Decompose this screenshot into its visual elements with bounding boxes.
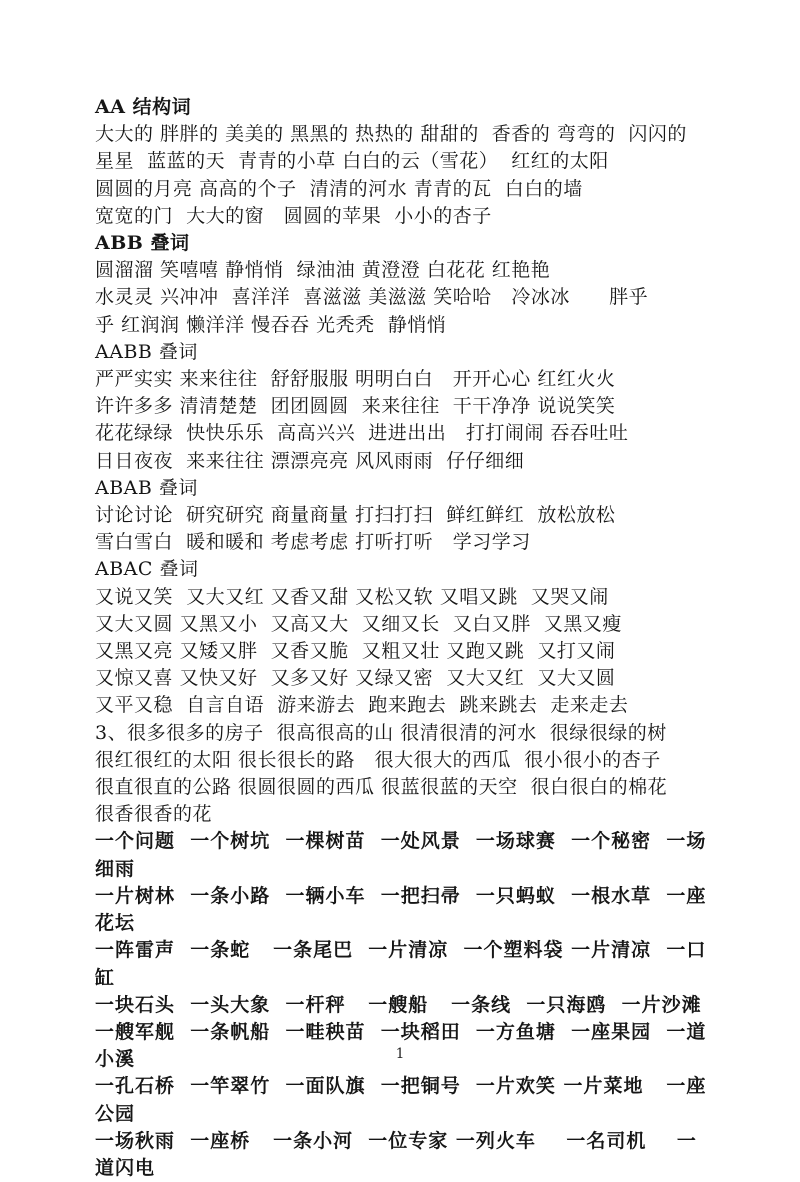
word-line: 又平又稳 自言自语 游来游去 跑来跑去 跳来跳去 走来走去 [95,694,629,717]
measure-word-line: 一艘军舰 一条帆船 一畦秧苗 一块稻田 一方鱼塘 一座果园 一道小溪 [95,1020,707,1071]
measure-word-line: 一阵雷声 一条蛇 一条尾巴 一片清凉 一个塑料袋 一片清凉 一口缸 [95,939,707,989]
word-line: 星星 蓝蓝的天 青青的小草 白白的云（雪花） 红红的太阳 [95,150,609,173]
word-line: 很红很红的太阳 很长很长的路 很大很大的西瓜 很小很小的杏子 [95,748,661,771]
word-line: 又大又圆 又黑又小 又高又大 又细又长 又白又胖 又黑又瘦 [95,612,622,635]
page-number: 1 [395,1046,405,1062]
word-line: 讨论讨论 研究研究 商量商量 打扫打扫 鲜红鲜红 放松放松 [95,504,616,527]
word-line: 3、很多很多的房子 很高很高的山 很清很清的河水 很绿很绿的树 [95,721,667,744]
measure-word-line: 一块石头 一头大象 一杆秤 一艘船 一条线 一只海鸥 一片沙滩 [95,993,702,1016]
document-content [95,94,715,1182]
measure-word-line: 一片树林 一条小路 一辆小车 一把扫帚 一只蚂蚁 一根水草 一座花坛 [95,884,707,935]
word-line: 很直很直的公路 很圆很圆的西瓜 很蓝很蓝的天空 很白很白的棉花 [95,776,668,799]
measure-word-line: 一孔石桥 一竿翠竹 一面队旗 一把铜号 一片欢笑 一片菜地 一座公园 [95,1075,707,1125]
section-heading-abb: ABB 叠词 [95,232,190,255]
word-line: 大大的 胖胖的 美美的 黑黑的 热热的 甜甜的 香香的 弯弯的 闪闪的 [95,123,687,146]
word-line: 圆溜溜 笑嘻嘻 静悄悄 绿油油 黄澄澄 白花花 红艳艳 [95,259,551,282]
word-line: 许许多多 清清楚楚 团团圆圆 来来往往 干干净净 说说笑笑 [95,395,616,418]
word-line: 又说又笑 又大又红 又香又甜 又松又软 又唱又跳 又哭又闹 [95,585,609,608]
word-line: 雪白雪白 暖和暖和 考虑考虑 打听打听 学习学习 [95,531,531,554]
word-line: 日日夜夜 来来往往 漂漂亮亮 风风雨雨 仔仔细细 [95,449,525,472]
measure-word-line: 一场秋雨 一座桥 一条小河 一位专家 一列火车 一名司机 一道闪电 [95,1129,697,1179]
word-line: 又惊又喜 又快又好 又多又好 又绿又密 又大又红 又大又圆 [95,667,616,690]
section-heading-abac: ABAC 叠词 [95,558,199,581]
word-line: 宽宽的门 大大的窗 圆圆的苹果 小小的杏子 [95,204,492,227]
word-line: 乎 红润润 懒洋洋 慢吞吞 光秃秃 静悄悄 [95,313,447,336]
section-heading-aa: AA 结构词 [95,96,192,118]
word-line: 水灵灵 兴冲冲 喜洋洋 喜滋滋 美滋滋 笑哈哈 冷冰冰 胖乎 [95,286,649,309]
word-line: 花花绿绿 快快乐乐 高高兴兴 进进出出 打打闹闹 吞吞吐吐 [95,422,629,445]
section-heading-abab: ABAB 叠词 [95,476,198,499]
section-heading-aabb: AABB 叠词 [95,340,198,363]
word-line: 圆圆的月亮 高高的个子 清清的河水 青青的瓦 白白的墙 [95,177,583,200]
word-line: 严严实实 来来往往 舒舒服服 明明白白 开开心心 红红火火 [95,368,616,391]
measure-word-line: 一个问题 一个树坑 一棵树苗 一处风景 一场球赛 一个秘密 一场细雨 [95,830,707,880]
word-line: 又黑又亮 又矮又胖 又香又脆 又粗又壮 又跑又跳 又打又闹 [95,640,616,663]
word-line: 很香很香的花 [95,803,213,826]
